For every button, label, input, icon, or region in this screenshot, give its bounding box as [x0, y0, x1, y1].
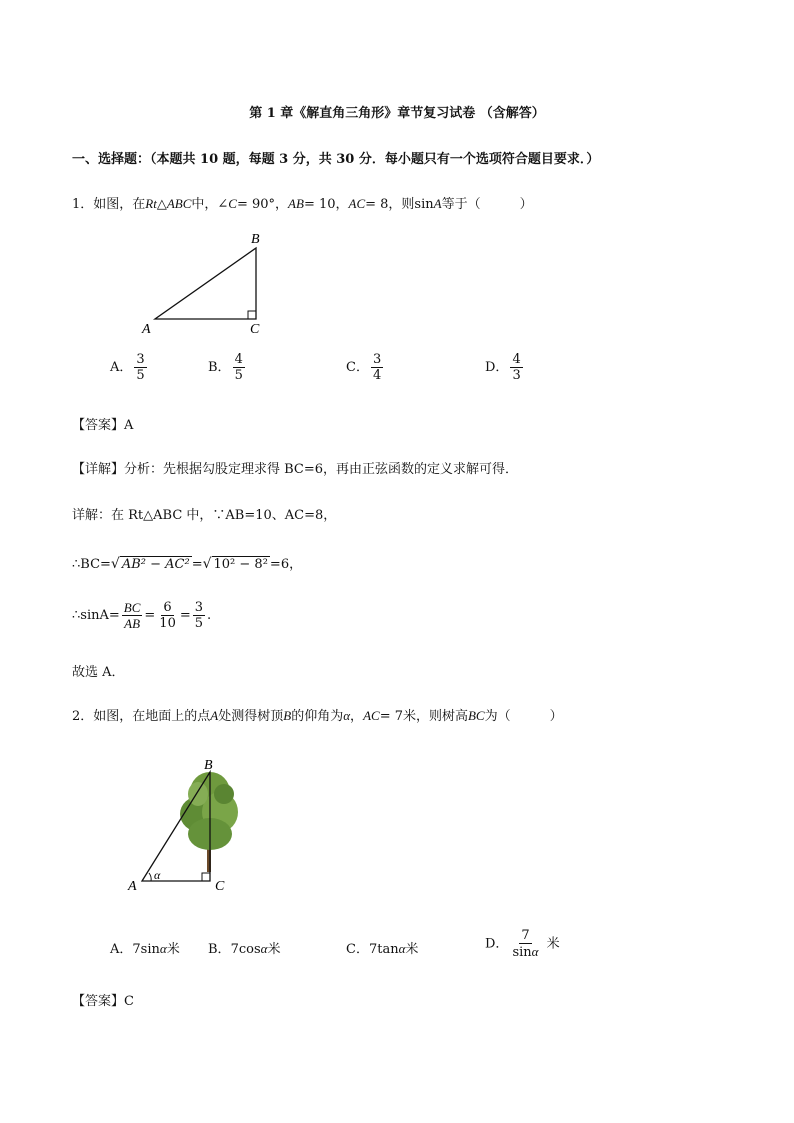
q2-option-a[interactable]: A．7sinα米 — [110, 941, 180, 957]
right-angle-mark — [248, 311, 256, 319]
q1-conclusion: 故选 A． — [72, 665, 125, 680]
q1-explain-line-3: ∴sinA= $\frac{BC}{AB}$ = $\frac{6}{10}$ = $\frac{3}{5}$ . — [72, 600, 212, 631]
vertex-label-b: B — [204, 758, 213, 773]
q2-option-d[interactable]: D． $\frac{7}{\sin\alpha}$ 米 — [485, 928, 560, 960]
q1-answer: 【答案】A — [72, 418, 134, 433]
q1-detail: 【详解】分析：先根据勾股定理求得 BC=6，再由正弦函数的定义求解可得． — [72, 462, 519, 477]
vertex-label-c: C — [250, 322, 260, 337]
q2-option-c[interactable]: C．7tanα米 — [346, 941, 419, 957]
q1-option-a[interactable]: A． $\frac{3}{5}$ — [110, 352, 145, 383]
q1-option-c[interactable]: C． $\frac{3}{4}$ — [346, 352, 382, 383]
vertex-label-a: A — [142, 322, 151, 337]
vertex-label-b: B — [251, 232, 260, 247]
angle-alpha-arc — [149, 873, 151, 881]
q1-option-d[interactable]: D． $\frac{4}{3}$ — [485, 352, 521, 383]
page-title: 第 1 章《解直角三角形》章节复习试卷 （含解答） — [249, 106, 545, 121]
q2-answer: 【答案】C — [72, 994, 134, 1009]
q1-explain-line-1: 详解：在 Rt△ABC 中，∵AB=10、AC=8， — [72, 508, 337, 523]
right-angle-mark — [202, 873, 210, 881]
q1-option-b[interactable]: B． $\frac{4}{5}$ — [208, 352, 243, 383]
tree-icon — [180, 772, 238, 872]
question-2-stem: 2．如图，在地面上的点A处测得树顶B的仰角为α，AC= 7米，则树高BC为（ ） — [72, 708, 563, 724]
vertex-label-c: C — [215, 879, 225, 894]
vertex-label-a: A — [128, 879, 137, 894]
radical-ab-ac: AB² − AC² — [121, 557, 190, 572]
q1-triangle-figure — [140, 228, 270, 338]
q2-option-b[interactable]: B．7cosα米 — [208, 941, 281, 957]
section-heading: 一、选择题：（本题共 10 题，每题 3 分，共 30 分．每小题只有一个选项符合题目要求．） — [72, 152, 600, 167]
q2-tree-figure — [120, 752, 250, 897]
question-1-stem: 1．如图，在Rt△ABC中，∠C= 90°，AB= 10，AC= 8，则sinA等于（ ） — [72, 196, 533, 212]
radical-numeric: 10² − 8² — [213, 557, 268, 572]
q1-explain-line-2: ∴BC=√ AB² − AC² =√ 10² − 8² =6， — [72, 556, 303, 572]
triangle-abc — [155, 248, 256, 319]
angle-label-alpha: α — [154, 868, 161, 882]
